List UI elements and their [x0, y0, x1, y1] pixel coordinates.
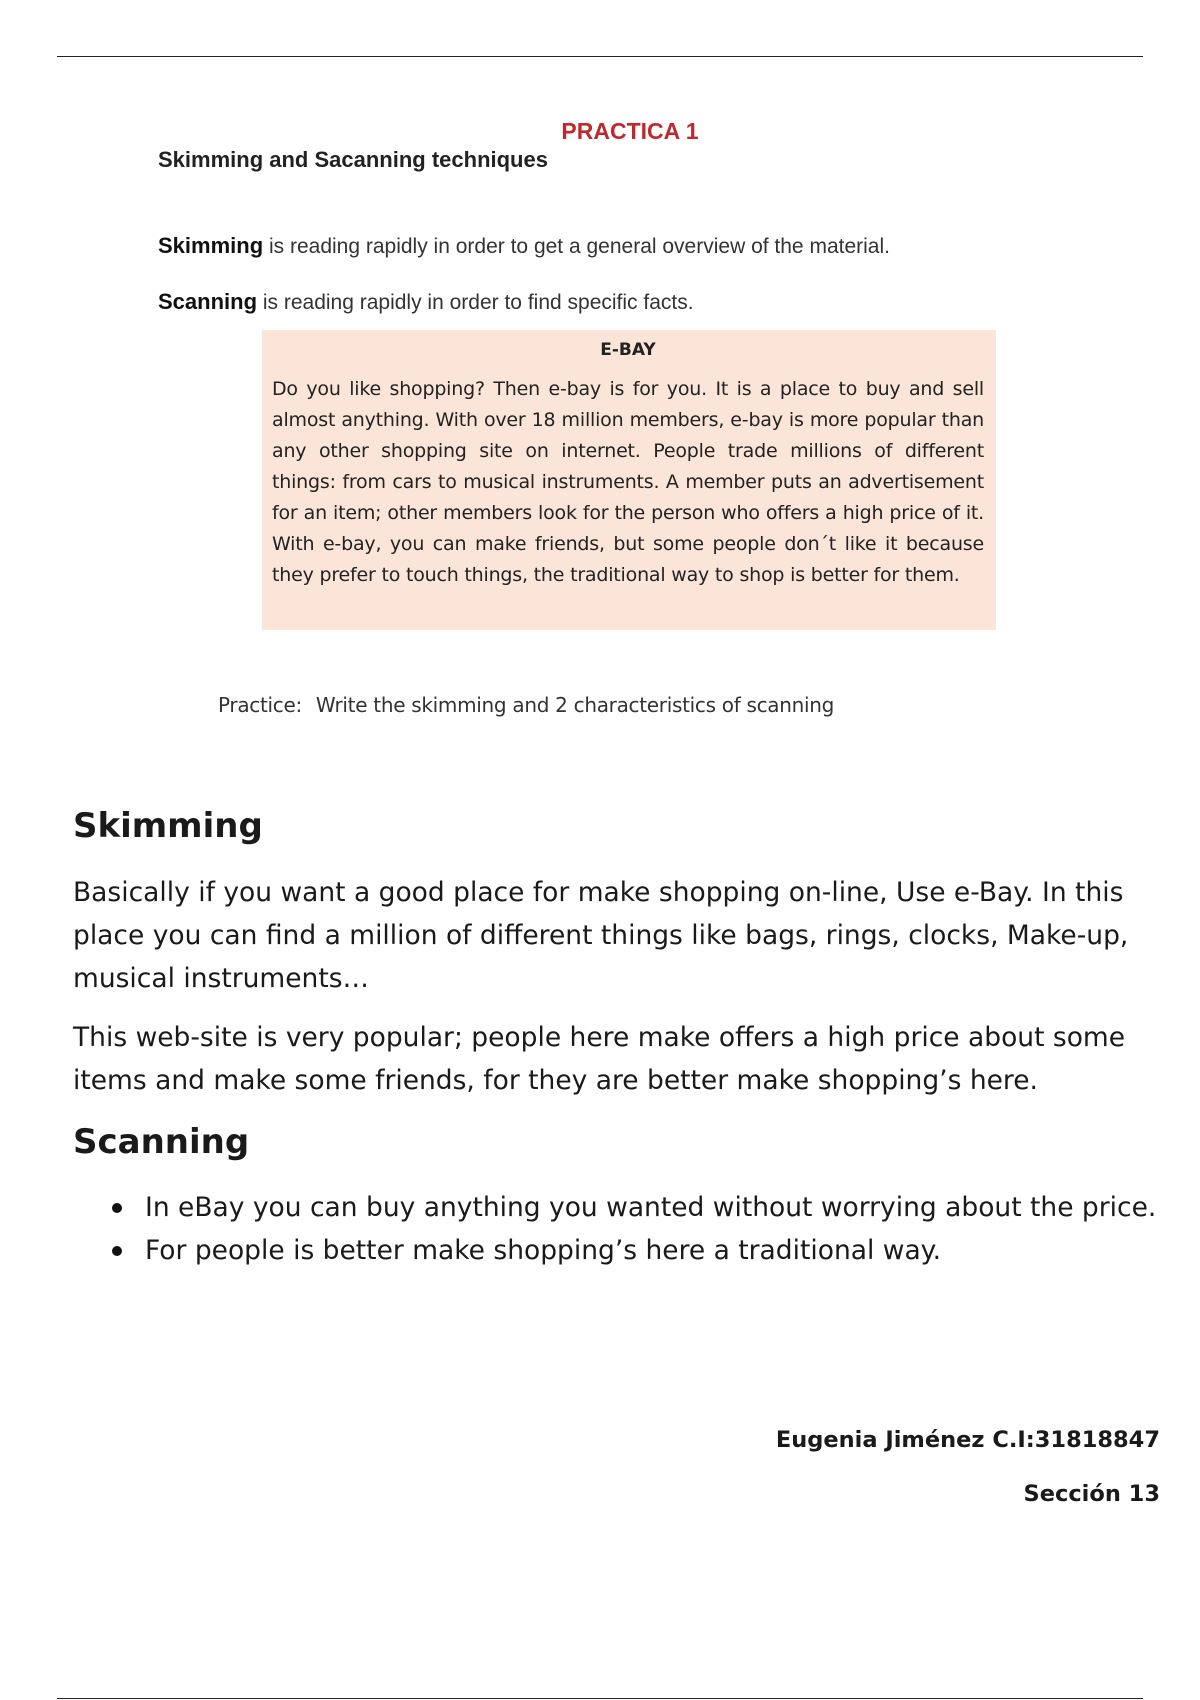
- scanning-term: Scanning: [158, 289, 258, 314]
- scanning-point-2: For people is better make shopping’s here a traditional way.: [145, 1235, 942, 1266]
- practice-instruction-line: [218, 693, 834, 717]
- student-name: Eugenia Jiménez C.I:31818847: [775, 1427, 1160, 1453]
- practice-label: Practice:: [218, 693, 302, 717]
- footer-rule: [57, 1698, 1143, 1699]
- scanning-list: [108, 1186, 1178, 1272]
- skimming-term: Skimming: [158, 233, 264, 258]
- student-section: Sección 13: [1023, 1481, 1160, 1507]
- skimming-definition-text: is reading rapidly in order to get a general overview of the material.: [263, 235, 890, 258]
- worksheet-title: PRACTICA 1: [561, 118, 699, 144]
- list-item: [108, 1186, 1178, 1229]
- practice-instruction: Write the skimming and 2 characteristics of scanning: [315, 693, 835, 717]
- header-rule: [57, 56, 1143, 57]
- scanning-definition-text: is reading rapidly in order to find specific facts.: [257, 291, 694, 314]
- ebay-box-text: Do you like shopping? Then e-bay is for you. It is a place to buy and sell almost anything. With over 18 million members, e-bay is more popular than any other shopping site on internet. People trade millions of different things: from cars to musical instruments. A member puts an advertisement for an item; other members look for the person who offers a high price of it. With e-bay, you can make friends, but some people don´t like it because they prefer to touch things, the traditional way to shop is better for them.: [272, 378, 984, 586]
- scanning-definition: [158, 289, 694, 315]
- ebay-box-title: E-BAY: [600, 340, 656, 360]
- list-item: [108, 1229, 1178, 1272]
- scanning-heading: Scanning: [73, 1122, 250, 1162]
- skimming-heading: Skimming: [73, 806, 263, 846]
- scanning-point-1: In eBay you can buy anything you wanted without worrying about the price.: [145, 1192, 1157, 1223]
- skimming-definition: [158, 233, 890, 259]
- worksheet-subtitle: Skimming and Sacanning techniques: [158, 147, 548, 172]
- skimming-paragraph-2: This web-site is very popular; people here make offers a high price about some items and make some friends, for they are better make shopping’s here.: [73, 1022, 1126, 1096]
- skimming-paragraph-1: Basically if you want a good place for make shopping on-line, Use e-Bay. In this place you can find a million of different things like bags, rings, clocks, Make-up, musical instruments…: [73, 877, 1129, 994]
- bullet-icon: [112, 1246, 122, 1256]
- bullet-icon: [112, 1203, 122, 1213]
- ebay-reading-box: [262, 330, 996, 630]
